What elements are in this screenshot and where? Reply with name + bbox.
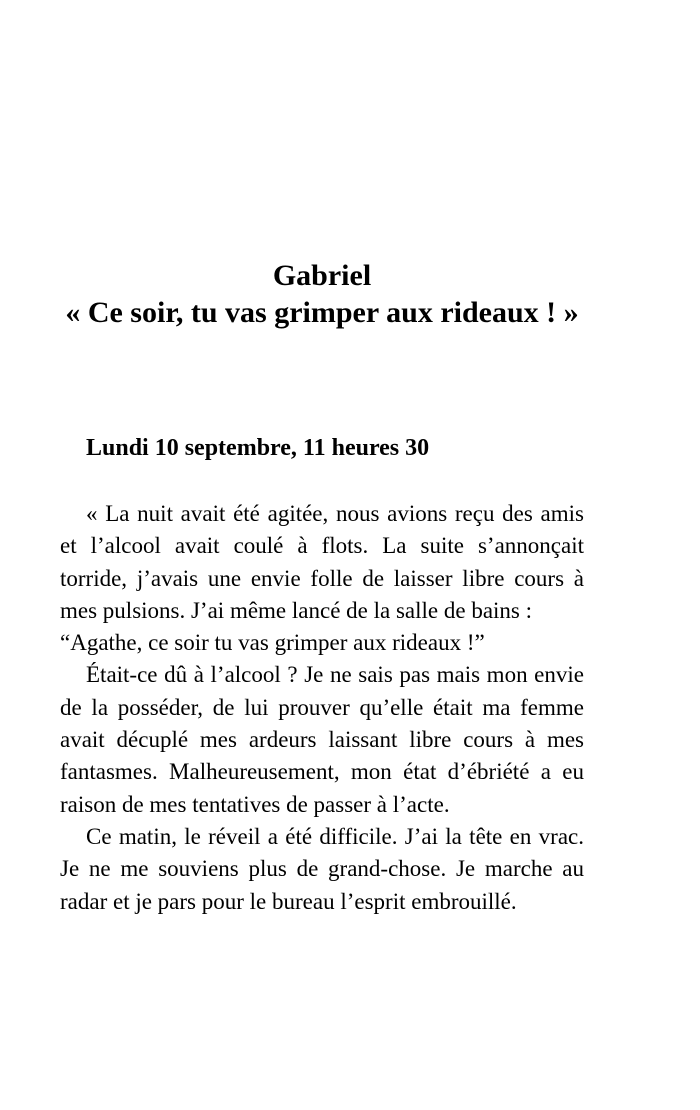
paragraph-intro: « La nuit avait été agitée, nous avions reçu des amis et l’alcool avait coulé à flots. La suite s’annonçait torride, j’avais une envie folle de laisser libre cours à mes pulsions. J’ai même lancé de la salle de bains : <box>60 501 584 623</box>
chapter-title: Gabriel <box>272 259 372 292</box>
paragraph-dialogue-quote: “Agathe, ce soir tu vas grimper aux rideaux !” <box>60 630 485 656</box>
paragraph-reflection: Était-ce dû à l’alcool ? Je ne sais pas mais mon envie de la posséder, de lui prouver qu’elle était ma femme avait décuplé mes ardeurs laissant libre cours à mes fantasmes. Malheureusement, mon état d’ébriété a eu raison de mes tentatives de passer à l’acte. <box>60 662 584 817</box>
chapter-subtitle: « Ce soir, tu vas grimper aux rideaux ! » <box>65 296 579 329</box>
text-column <box>60 0 584 918</box>
paragraph-morning: Ce matin, le réveil a été difficile. J’ai la tête en vrac. Je ne me souviens plus de grand-chose. Je marche au radar et je pars pour le bureau l’esprit embrouillé. <box>60 823 584 914</box>
date-heading: Lundi 10 septembre, 11 heures 30 <box>86 435 430 461</box>
